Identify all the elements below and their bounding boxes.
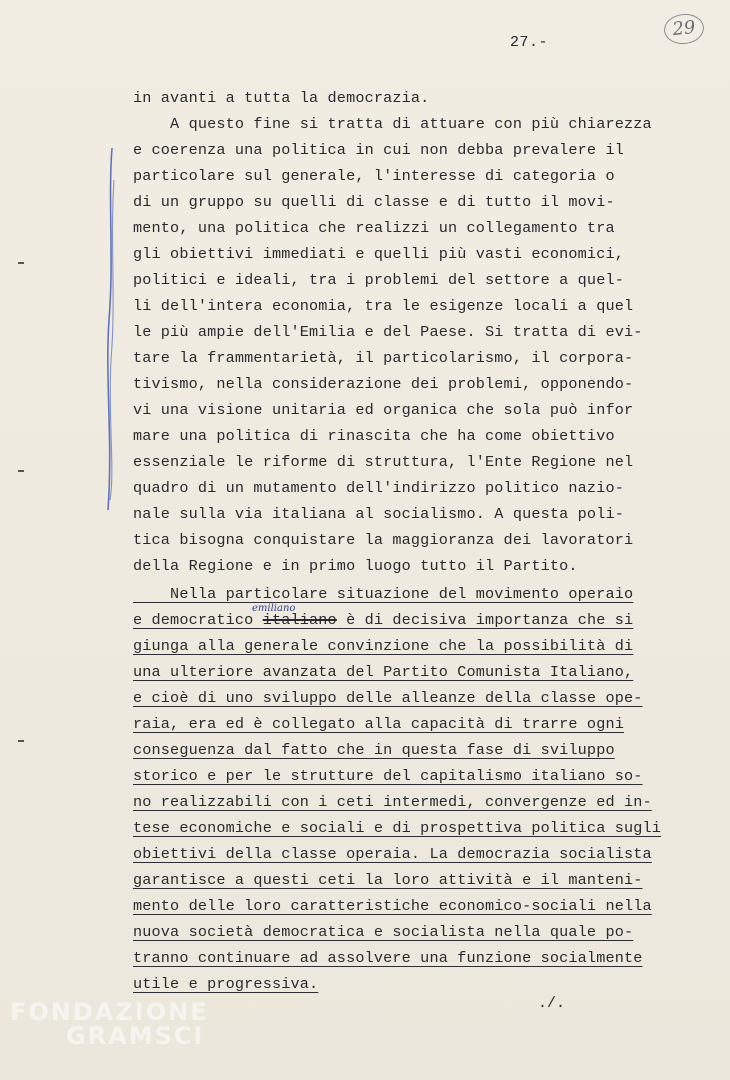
margin-pencil-mark-icon: [98, 140, 118, 520]
underlined-text-line: tranno continuare ad assolvere una funzione socialmente: [133, 949, 643, 967]
text-line: quadro di un mutamento dell'indirizzo politico nazio-: [133, 479, 624, 497]
archive-number-stamp: 29: [663, 12, 706, 46]
text-line: e coerenza una politica in cui non debba prevalere il: [133, 141, 624, 159]
underlined-text-line: storico e per le strutture del capitalismo italiano so-: [133, 767, 643, 785]
underlined-text-line: utile e progressiva.: [133, 975, 319, 993]
text-line: in avanti a tutta la democrazia.: [133, 89, 430, 107]
underlined-text-line: giunga alla generale convinzione che la possibilità di: [133, 637, 634, 655]
struck-word: italiano: [262, 611, 337, 629]
watermark-line: FONDAZIONE: [10, 998, 209, 1026]
text-line: mare una politica di rinascita che ha come obiettivo: [133, 427, 615, 445]
underlined-text-line: [133, 612, 633, 628]
underlined-text-line: conseguenza dal fatto che in questa fase di sviluppo: [133, 741, 615, 759]
text-line: tare la frammentarietà, il particolarismo, il corpora-: [133, 349, 634, 367]
underlined-text-line: tese economiche e sociali e di prospettiva politica sugli: [133, 819, 662, 837]
text-line: di un gruppo su quelli di classe e di tutto il movi-: [133, 193, 615, 211]
line-part: è di decisiva importanza che si: [336, 611, 634, 629]
text-line: A questo fine si tratta di attuare con più chiarezza: [133, 115, 652, 133]
text-line: essenziale le riforme di struttura, l'Ente Regione nel: [133, 453, 634, 471]
underlined-text-line: obiettivi della classe operaia. La democrazia socialista: [133, 845, 652, 863]
underlined-text-line: raia, era ed è collegato alla capacità di trarre ogni: [133, 715, 624, 733]
page-number: 27.-: [510, 34, 549, 51]
continuation-mark: ./.: [538, 995, 566, 1012]
text-line: particolare sul generale, l'interesse di categoria o: [133, 167, 615, 185]
text-line: le più ampie dell'Emilia e del Paese. Si tratta di evi-: [133, 323, 643, 341]
text-line: tica bisogna conquistare la maggioranza dei lavoratori: [133, 531, 634, 549]
text-line: nale sulla via italiana al socialismo. A questa poli-: [133, 505, 624, 523]
text-line: politici e ideali, tra i problemi del settore a quel-: [133, 271, 624, 289]
underlined-text-line: una ulteriore avanzata del Partito Comunista Italiano,: [133, 663, 634, 681]
text-line: vi una visione unitaria ed organica che sola può infor: [133, 401, 634, 419]
watermark-line: GRAMSCI: [66, 1022, 205, 1050]
margin-tick: [18, 470, 24, 472]
text-line: della Regione e in primo luogo tutto il Partito.: [133, 557, 578, 575]
text-line: gli obiettivi immediati e quelli più vasti economici,: [133, 245, 624, 263]
margin-tick: [18, 262, 24, 264]
text-line: mento, una politica che realizzi un collegamento tra: [133, 219, 615, 237]
text-line: li dell'intera economia, tra le esigenze locali a quel: [133, 297, 634, 315]
fondazione-gramsci-watermark: [10, 1000, 209, 1048]
underlined-text-line: no realizzabili con i ceti intermedi, convergenze ed in-: [133, 793, 652, 811]
underlined-text-line: nuova società democratica e socialista nella quale po-: [133, 923, 634, 941]
underlined-text-line: mento delle loro caratteristiche economico-sociali nella: [133, 897, 652, 915]
handwritten-insert: emiliano: [252, 603, 296, 614]
underlined-text-line: garantisce a questi ceti la loro attività e il manteni-: [133, 871, 643, 889]
underlined-text-line: Nella particolare situazione del movimento operaio: [133, 585, 634, 603]
underlined-text-line: e cioè di uno sviluppo delle alleanze della classe ope-: [133, 689, 643, 707]
text-line: tivismo, nella considerazione dei problemi, opponendo-: [133, 375, 634, 393]
line-part: e democratico: [133, 611, 263, 629]
margin-tick: [18, 740, 24, 742]
